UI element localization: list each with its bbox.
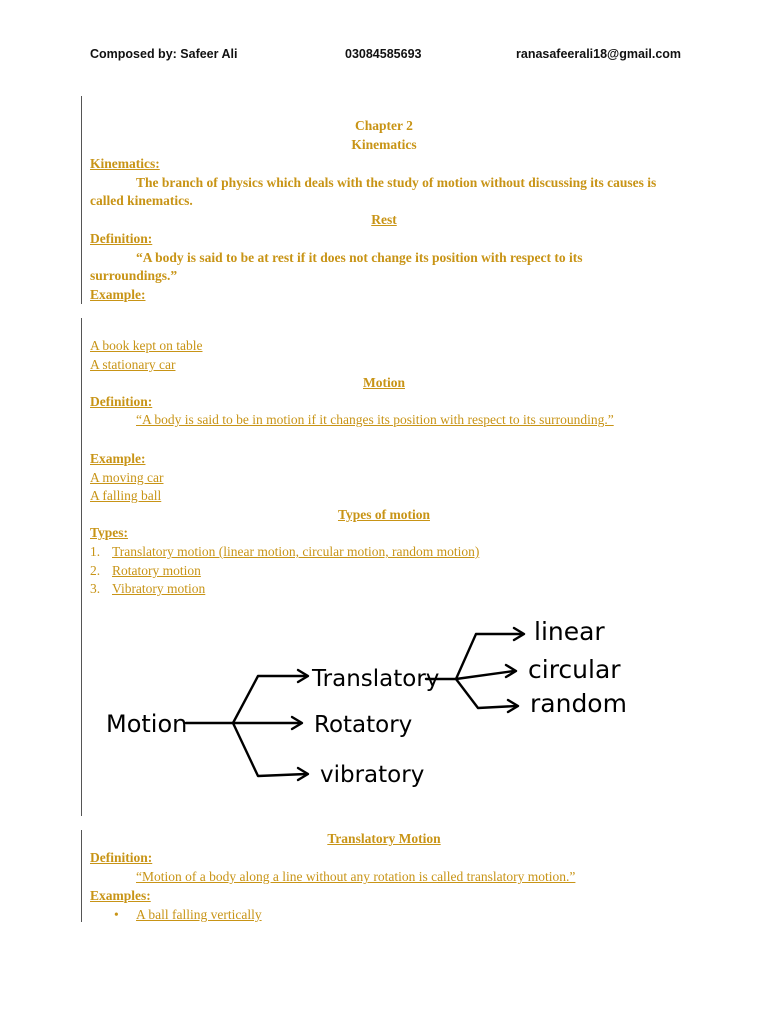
translatory-example-item bbox=[114, 907, 262, 923]
motion-title: Motion bbox=[363, 375, 405, 390]
rest-example-item: A stationary car bbox=[90, 357, 176, 372]
types-item bbox=[90, 581, 205, 597]
translatory-def-text: “Motion of a body along a line without any rotation is called translatory motion.” bbox=[136, 869, 576, 884]
translatory-example-text: A ball falling vertically bbox=[136, 907, 262, 922]
header-email: ranasafeerali18@gmail.com bbox=[516, 47, 682, 61]
types-item bbox=[90, 563, 201, 579]
motion-example-item: A moving car bbox=[90, 470, 164, 485]
diagram-connector bbox=[233, 723, 306, 776]
kinematics-line1: The branch of physics which deals with the study of motion without discussing its causes is bbox=[136, 175, 657, 190]
motion-example-item: A falling ball bbox=[90, 488, 162, 503]
motion-def-label: Definition: bbox=[90, 394, 153, 409]
chapter-title: Kinematics bbox=[351, 137, 417, 152]
rest-example-label: Example: bbox=[90, 287, 146, 302]
diagram-root-label: Motion bbox=[106, 710, 188, 738]
diagram-branch-label: Rotatory bbox=[314, 712, 413, 738]
diagram-sub-label: random bbox=[530, 689, 627, 718]
rest-def-line1: “A body is said to be at rest if it does not change its position with respect to its bbox=[136, 250, 583, 265]
types-item-text: Translatory motion (linear motion, circular motion, random motion) bbox=[112, 544, 480, 559]
types-title: Types of motion bbox=[337, 507, 430, 522]
types-item bbox=[90, 544, 479, 560]
types-item-num: 3. bbox=[90, 581, 101, 596]
kinematics-line2: called kinematics. bbox=[90, 193, 193, 208]
header-author: Composed by: Safeer Ali bbox=[90, 47, 238, 61]
motion-example-label: Example: bbox=[90, 451, 146, 466]
diagram-branch-label: vibratory bbox=[320, 762, 425, 788]
translatory-title: Translatory Motion bbox=[327, 831, 441, 846]
bullet: • bbox=[114, 907, 119, 922]
types-label: Types: bbox=[90, 525, 129, 540]
rest-title: Rest bbox=[371, 212, 397, 227]
types-item-num: 1. bbox=[90, 544, 101, 559]
diagram-connector bbox=[456, 679, 516, 708]
types-item-num: 2. bbox=[90, 563, 101, 578]
margin-bar bbox=[81, 318, 82, 816]
rest-def-label: Definition: bbox=[90, 231, 153, 246]
translatory-examples-label: Examples: bbox=[90, 888, 151, 903]
rest-example-item: A book kept on table bbox=[90, 338, 203, 353]
header-phone: 03084585693 bbox=[345, 47, 422, 61]
diagram-sub-label: circular bbox=[528, 655, 621, 684]
translatory-def-label: Definition: bbox=[90, 850, 153, 865]
diagram-branch-label: Translatory bbox=[312, 666, 440, 692]
types-item-text: Vibratory motion bbox=[112, 581, 206, 596]
motion-def-text: “A body is said to be in motion if it changes its position with respect to its surrounding.” bbox=[136, 412, 614, 427]
chapter-number: Chapter 2 bbox=[355, 118, 413, 133]
motion-tree-diagram bbox=[100, 612, 660, 812]
rest-def-line2: surroundings.” bbox=[90, 268, 178, 283]
kinematics-heading: Kinematics: bbox=[90, 156, 160, 171]
types-item-text: Rotatory motion bbox=[112, 563, 201, 578]
diagram-sub-label: linear bbox=[534, 617, 605, 646]
diagram-connector bbox=[233, 676, 306, 723]
